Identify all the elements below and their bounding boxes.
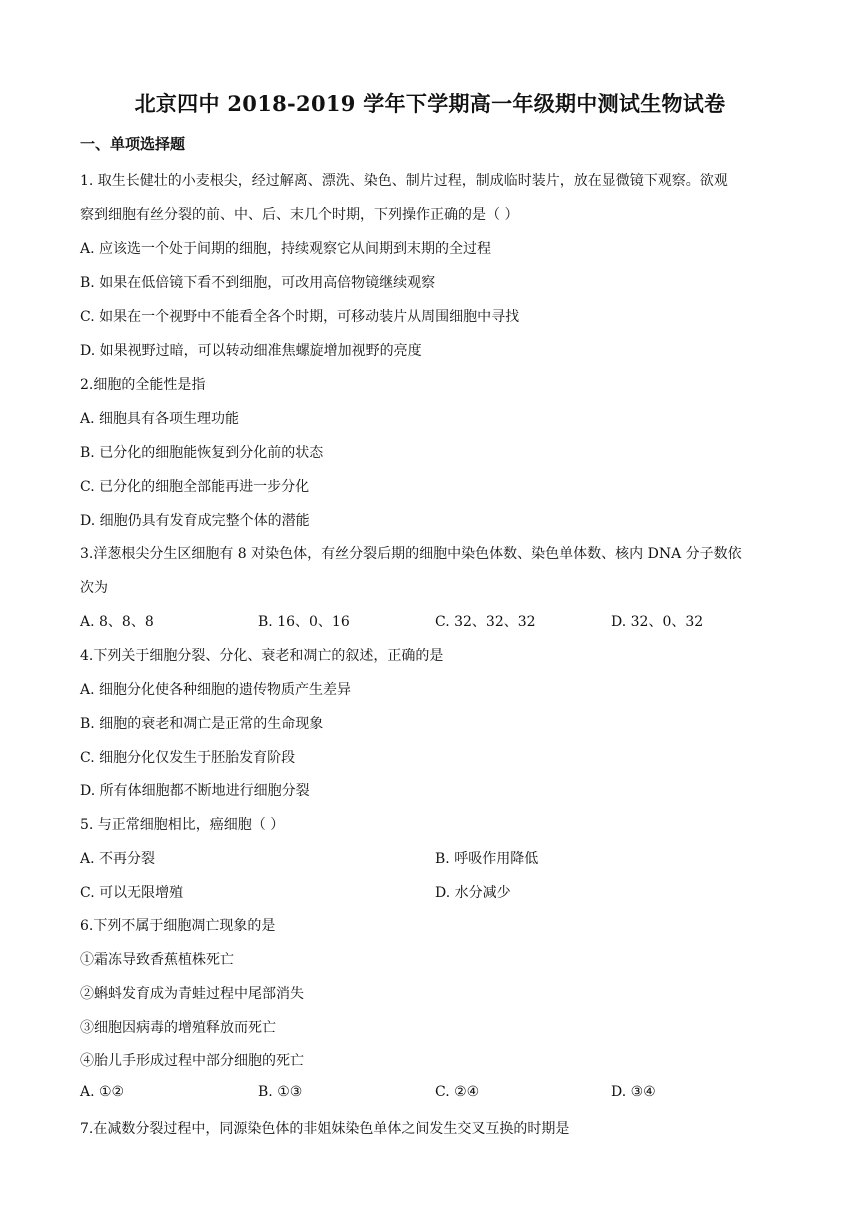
question-5-option-c: C. 可以无限增殖 xyxy=(80,885,184,901)
question-4-option-c: C. 细胞分化仅发生于胚胎发育阶段 xyxy=(80,750,296,766)
question-3-option-a: A. 8、8、8 xyxy=(80,614,154,630)
question-1-stem-line-2: 察到细胞有丝分裂的前、中、后、末几个时期，下列操作正确的是（ ） xyxy=(80,207,519,223)
question-6-item-4: ④胎儿手形成过程中部分细胞的死亡 xyxy=(80,1053,304,1069)
question-4-option-d: D. 所有体细胞都不断地进行细胞分裂 xyxy=(80,783,310,799)
question-5-option-d: D. 水分减少 xyxy=(435,885,511,901)
question-4-option-a: A. 细胞分化使各种细胞的遗传物质产生差异 xyxy=(80,682,352,698)
question-4-option-b: B. 细胞的衰老和凋亡是正常的生命现象 xyxy=(80,716,324,732)
question-2-stem: 2.细胞的全能性是指 xyxy=(80,377,206,393)
question-6-option-c: C. ②④ xyxy=(435,1084,480,1100)
question-2-option-b: B. 已分化的细胞能恢复到分化前的状态 xyxy=(80,445,324,461)
question-7-stem: 7.在减数分裂过程中，同源染色体的非姐妹染色单体之间发生交叉互换的时期是 xyxy=(80,1121,570,1137)
question-6-option-b: B. ①③ xyxy=(258,1084,303,1100)
section-heading: 一、单项选择题 xyxy=(80,135,186,153)
question-3-option-c: C. 32、32、32 xyxy=(435,614,536,630)
question-3-option-b: B. 16、0、16 xyxy=(258,614,350,630)
question-5-stem: 5. 与正常细胞相比，癌细胞（ ） xyxy=(80,817,285,833)
question-5-option-b: B. 呼吸作用降低 xyxy=(435,851,539,867)
exam-title: 北京四中 2018-2019 学年下学期高一年级期中测试生物试卷 xyxy=(134,91,726,116)
question-5-option-a: A. 不再分裂 xyxy=(80,851,156,867)
question-4-stem: 4.下列关于细胞分裂、分化、衰老和凋亡的叙述，正确的是 xyxy=(80,648,444,664)
question-6-option-a: A. ①② xyxy=(80,1084,125,1100)
question-1-option-c: C. 如果在一个视野中不能看全各个时期，可移动装片从周围细胞中寻找 xyxy=(80,309,520,325)
question-3-stem-line-1: 3.洋葱根尖分生区细胞有 8 对染色体，有丝分裂后期的细胞中染色体数、染色单体数、核内 DNA 分子数依 xyxy=(80,546,742,562)
question-1-option-b: B. 如果在低倍镜下看不到细胞，可改用高倍物镜继续观察 xyxy=(80,275,436,291)
question-6-item-2: ②蝌蚪发育成为青蛙过程中尾部消失 xyxy=(80,986,304,1002)
question-3-stem-line-2: 次为 xyxy=(80,580,108,596)
question-2-option-a: A. 细胞具有各项生理功能 xyxy=(80,411,240,427)
question-2-option-c: C. 已分化的细胞全部能再进一步分化 xyxy=(80,479,310,495)
question-1-option-d: D. 如果视野过暗，可以转动细准焦螺旋增加视野的亮度 xyxy=(80,343,422,359)
question-3-option-d: D. 32、0、32 xyxy=(611,614,704,630)
question-6-option-d: D. ③④ xyxy=(611,1084,656,1100)
question-6-stem: 6.下列不属于细胞凋亡现象的是 xyxy=(80,918,276,934)
question-2-option-d: D. 细胞仍具有发育成完整个体的潜能 xyxy=(80,513,310,529)
question-1-option-a: A. 应该选一个处于间期的细胞，持续观察它从间期到末期的全过程 xyxy=(80,241,492,257)
question-1-stem-line-1: 1. 取生长健壮的小麦根尖，经过解离、漂洗、染色、制片过程，制成临时装片，放在显微镜下观察。欲观 xyxy=(80,173,728,189)
question-6-item-3: ③细胞因病毒的增殖释放而死亡 xyxy=(80,1020,276,1036)
question-6-item-1: ①霜冻导致香蕉植株死亡 xyxy=(80,952,234,968)
